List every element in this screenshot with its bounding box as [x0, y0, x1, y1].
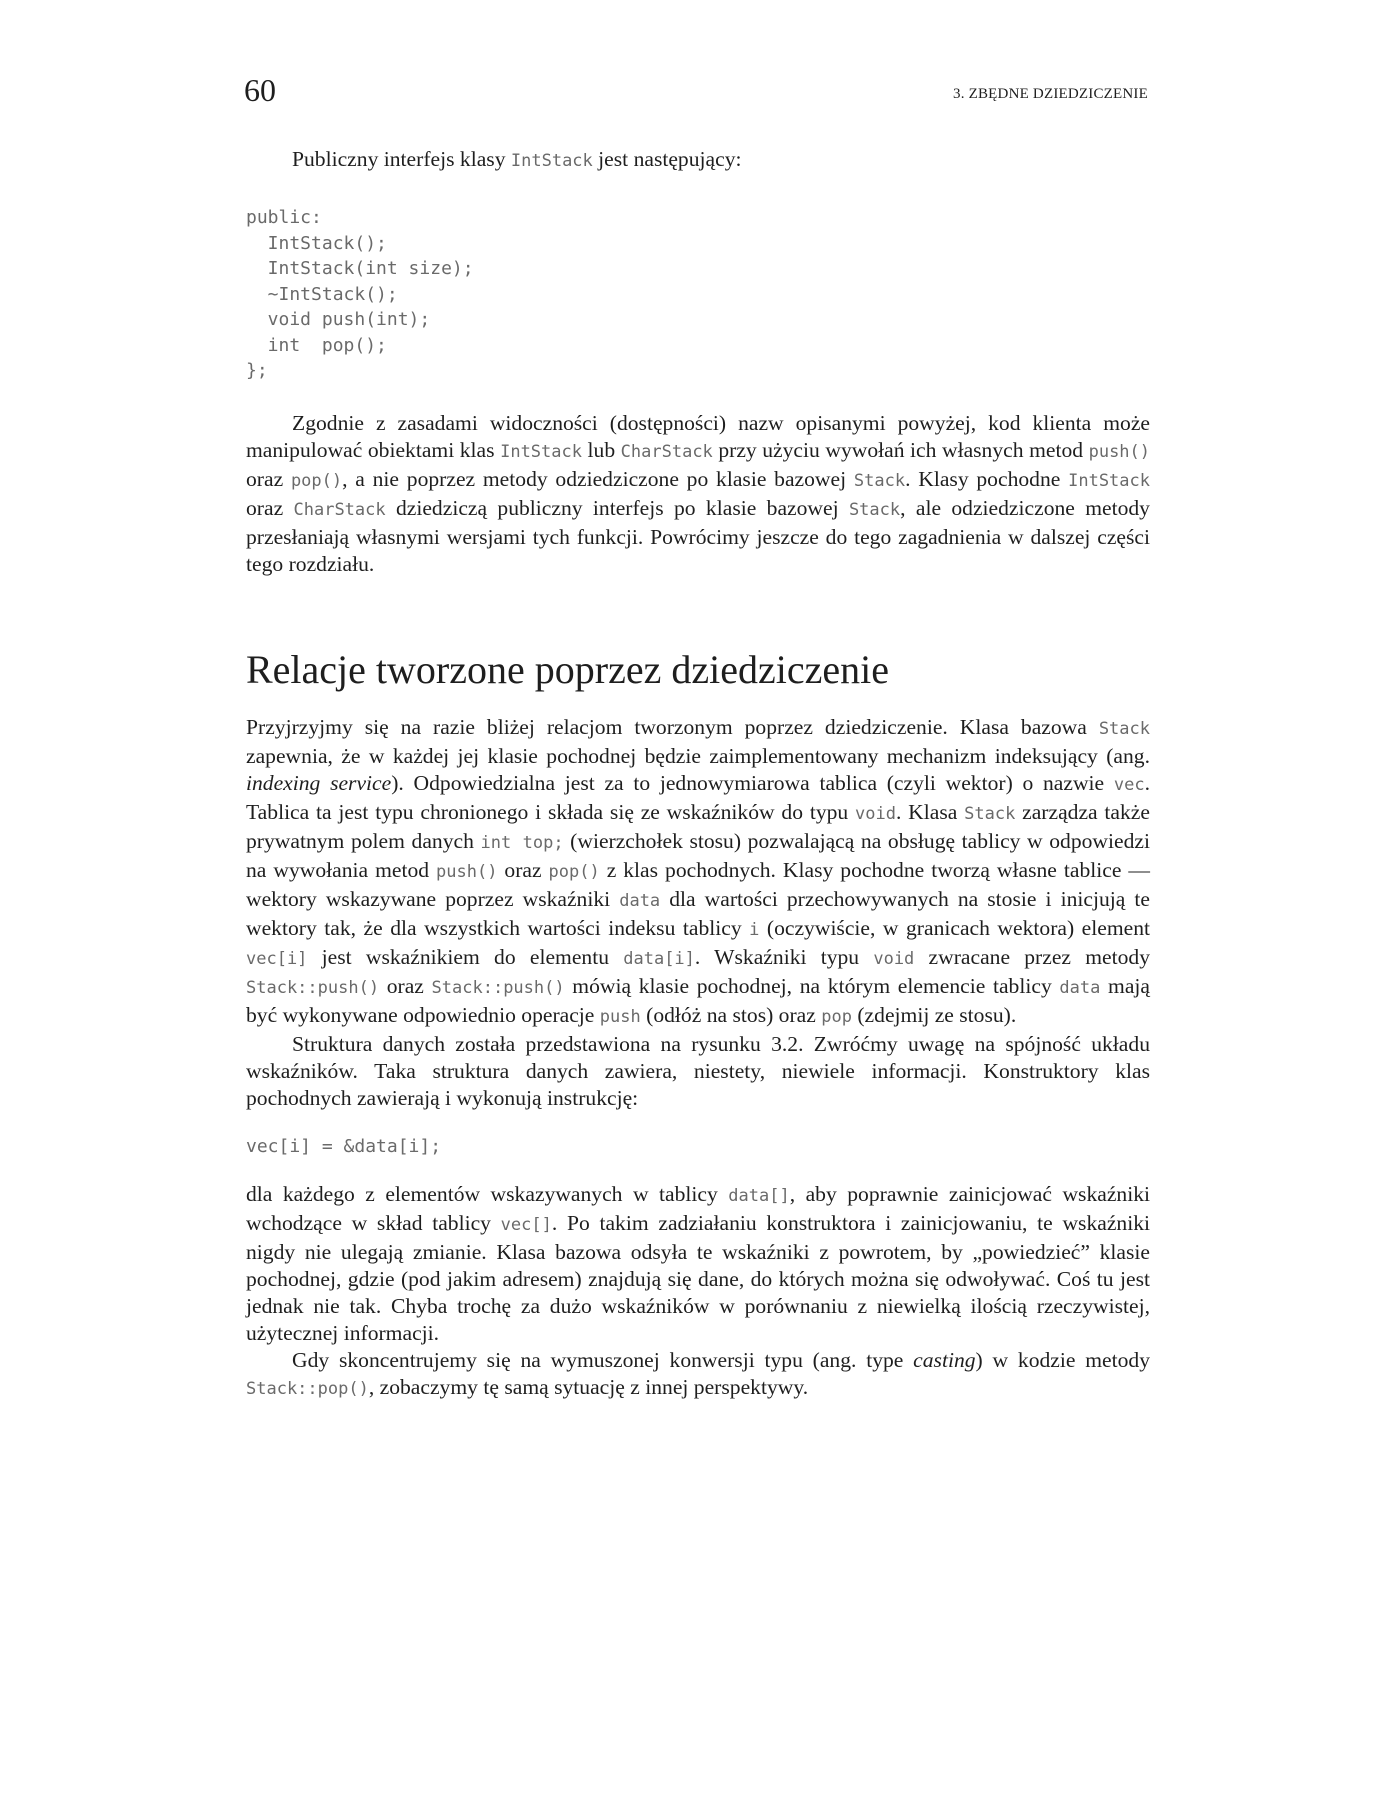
inline-code: data [619, 890, 661, 911]
inline-code: Stack [964, 803, 1016, 824]
inline-code: void [855, 803, 896, 824]
page-body [246, 146, 1150, 1403]
section-title: Relacje tworzone poprzez dziedziczenie [246, 646, 889, 692]
inline-code: Stack::pop() [246, 1379, 369, 1399]
text-run: jest następujący: [592, 147, 742, 171]
inline-code: CharStack [293, 499, 386, 520]
text-run: zarządza także prywatnym polem danych [246, 799, 1150, 853]
inline-code: Stack [848, 499, 901, 520]
inline-code: IntStack [510, 151, 593, 171]
text-run: , a nie poprzez metody odziedziczone po klasie bazowej [342, 466, 854, 491]
inline-code: push() [1088, 441, 1151, 462]
inline-code: Stack::push() [246, 977, 380, 998]
inline-code: vec [1113, 774, 1145, 795]
inline-code: i [749, 919, 760, 940]
inline-code: push() [436, 861, 498, 882]
code-block-assign: vec[i] = &data[i]; [246, 1135, 442, 1157]
text-run: oraz [497, 857, 549, 882]
inline-code: vec[i] [246, 948, 308, 969]
inline-code: pop() [548, 861, 600, 882]
text-run: , aby poprawnie zainicjować wskaźniki wchodzące w skład tablicy [246, 1182, 1151, 1235]
text-run: (wierzchołek stosu) pozwalającą na obsługę tablicy w odpowiedzi na wywołania metod [246, 828, 1150, 882]
inline-code: Stack [853, 470, 906, 491]
inline-code: vec[] [500, 1215, 552, 1235]
text-run: , ale odziedziczone metody przesłaniają własnymi wersjami tych funkcji. Powrócimy jeszcze do tego zagadnienia w dalszej części tego rozdziału. [246, 495, 1150, 576]
inline-code: void [873, 948, 915, 969]
text-run: . Po takim zadziałaniu konstruktora i zainicjowaniu, te wskaźniki nigdy nie ulegają zmianie. Klasa bazowa odsyła te wskaźniki z powrotem, by „powiedzieć” klasie pochodnej, gdzie (pod jakim adresem) znajdują się dane, do których można się odwoływać. Coś tu jest jednak nie tak. Chyba trochę za dużo wskaźników w porównaniu z niewielką ilością rzeczywistej, użytecznej informacji. [246, 1211, 1151, 1345]
inline-code: pop() [290, 470, 343, 491]
text-run: Przyjrzyjmy się na razie bliżej relacjom tworzonym poprzez dziedziczenie. Klasa bazowa [246, 714, 1099, 739]
text-run: ) w kodzie metody [975, 1348, 1151, 1372]
text-run: . Tablica ta jest typu chronionego i składa się ze wskaźników do typu [246, 770, 1150, 824]
text-run: (odłóż na stos) oraz [640, 1002, 822, 1027]
text-run: , zobaczymy tę samą sytuację z innej perspektywy. [368, 1375, 809, 1399]
text-run: mówią klasie pochodnej, na którym elemencie tablicy [564, 973, 1060, 998]
inline-code: data[] [728, 1186, 790, 1206]
inline-code: push [599, 1006, 641, 1027]
intro-paragraph [246, 146, 1150, 175]
text-run: przy użyciu wywołań ich własnych metod [712, 437, 1089, 462]
text-run: lub [581, 437, 621, 462]
text-run: oraz [379, 973, 432, 998]
text-run: . Wskaźniki typu [694, 944, 874, 969]
pointers-paragraph [246, 1181, 1150, 1347]
italic-term: casting [913, 1348, 976, 1372]
text-run: jest wskaźnikiem do elementu [307, 944, 624, 969]
text-run: dla wartości przechowywanych na stosie i inicjują te wektory tak, że dla wszystkich wartości indeksu tablicy [246, 886, 1150, 940]
text-run: . Klasy pochodne [905, 466, 1069, 491]
italic-term: indexing service [246, 770, 392, 795]
text-run: Publiczny interfejs klasy [292, 147, 511, 171]
text-run: zwracane przez metody [914, 944, 1151, 969]
text-run: (zdejmij ze stosu). [851, 1002, 1017, 1027]
inline-code: data [1059, 977, 1101, 998]
running-head: 3. ZBĘDNE DZIEDZICZENIE [953, 86, 1148, 102]
structure-paragraph: Struktura danych została przedstawiona na rysunku 3.2. Zwróćmy uwagę na spójność układu wskaźników. Taka struktura danych zawiera, niestety, niewiele informacji. Konstruktory klas pochodnych zawierają i wykonują instrukcję: [246, 1031, 1150, 1110]
text-run: oraz [246, 466, 291, 491]
inline-code: pop [821, 1006, 852, 1027]
text-run: dziedziczą publiczny interfejs po klasie bazowej [385, 495, 849, 520]
text-run: Gdy skoncentrujemy się na wymuszonej konwersji typu (ang. type [292, 1348, 914, 1372]
text-run: ). Odpowiedzialna jest za to jednowymiarowa tablica (czyli wektor) o nazwie [391, 770, 1114, 795]
inline-code: Stack [1098, 718, 1150, 739]
relations-paragraph [246, 714, 1150, 1031]
access-paragraph [246, 410, 1150, 578]
text-run: Zgodnie z zasadami widoczności (dostępności) nazw opisanymi powyżej, kod klienta może manipulować obiektami klas [246, 410, 1150, 462]
text-run: z klas pochodnych. Klasy pochodne tworzą własne tablice — wektory wskazywane poprzez wskaźniki [246, 857, 1150, 911]
text-run: dla każdego z elementów wskazywanych w tablicy [246, 1182, 729, 1206]
code-block-interface: public: IntStack(); IntStack(int size); ~IntStack(); void push(int); int pop(); }; [246, 207, 474, 381]
casting-paragraph [246, 1347, 1150, 1403]
inline-code: int top; [480, 832, 564, 853]
text-run: (oczywiście, w granicach wektora) element [759, 915, 1151, 940]
page-number: 60 [244, 72, 276, 108]
text-run: mają być wykonywane odpowiednio operacje [246, 973, 1150, 1027]
text-run: zapewnia, że w każdej jej klasie pochodnej będzie zaimplementowany mechanizm indeksujący (ang. [246, 743, 1150, 768]
inline-code: IntStack [500, 441, 582, 462]
inline-code: data[i] [623, 948, 695, 969]
text-run: . Klasa [895, 799, 965, 824]
text-run: oraz [246, 495, 294, 520]
inline-code: Stack::push() [431, 977, 565, 998]
inline-code: CharStack [620, 441, 713, 462]
inline-code: IntStack [1068, 470, 1150, 491]
